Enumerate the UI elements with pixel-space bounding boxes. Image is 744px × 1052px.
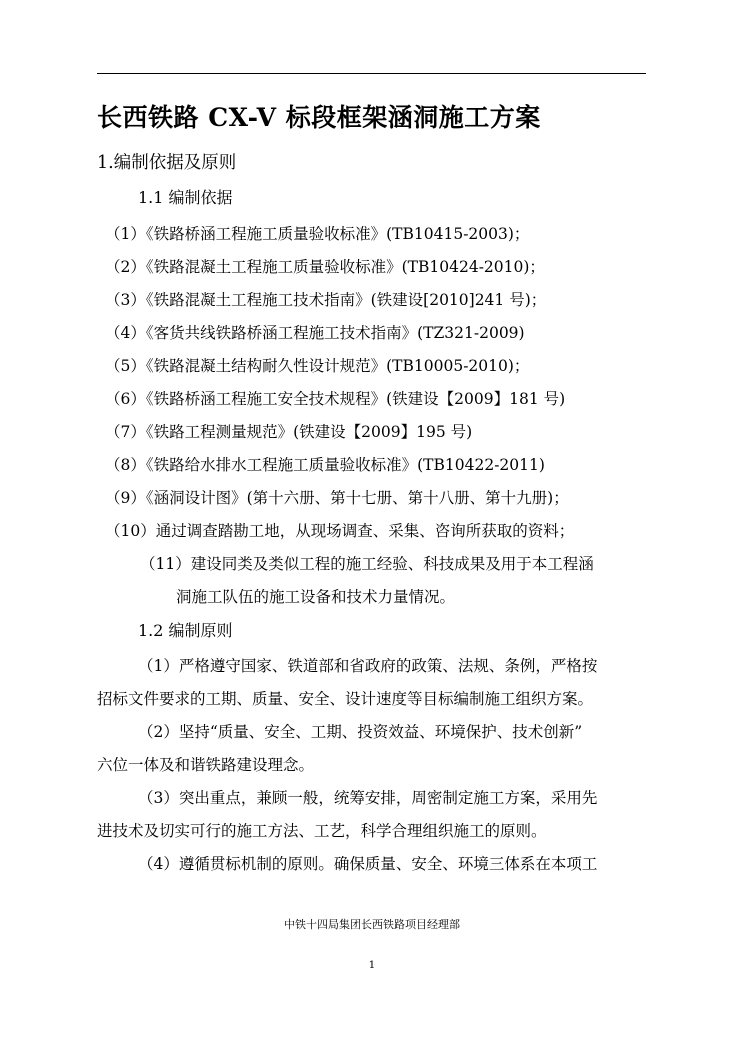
basis-item: （4）《客货共线铁路桥涵工程施工技术指南》(TZ321-2009) xyxy=(105,324,525,342)
page-number: 1 xyxy=(368,959,376,971)
basis-item: （9）《涵洞设计图》(第十六册、第十七册、第十八册、第十九册)； xyxy=(105,489,569,507)
principle-2-line2: 六位一体及和谐铁路建设理念。 xyxy=(97,756,315,774)
basis-item: （3）《铁路混凝土工程施工技术指南》(铁建设[2010]241 号)； xyxy=(105,291,547,309)
principle-4-line1: （4）遵循贯标机制的原则。确保质量、安全、环境三体系在本项工 xyxy=(138,855,598,873)
basis-item: （10）通过调查踏勘工地，从现场调查、采集、咨询所获取的资料； xyxy=(105,522,575,540)
basis-item: （6）《铁路桥涵工程施工安全技术规程》(铁建设【2009】181 号) xyxy=(105,390,566,408)
principle-1-line1: （1）严格遵守国家、铁道部和省政府的政策、法规、条例，严格按 xyxy=(138,657,598,675)
basis-item-11-line1: （11）建设同类及类似工程的施工经验、科技成果及用于本工程涵 xyxy=(140,555,594,573)
subsection-heading-1-2: 1.2 编制原则 xyxy=(138,621,233,640)
section-heading-1: 1.编制依据及原则 xyxy=(97,153,237,173)
principle-3-line2: 进技术及切实可行的施工方法、工艺，科学合理组织施工的原则。 xyxy=(97,822,547,840)
document-title: 长西铁路 CX-V 标段框架涵洞施工方案 xyxy=(97,103,541,132)
header-rule xyxy=(97,73,646,74)
principle-2-line1: （2）坚持“质量、安全、工期、投资效益、环境保护、技术创新” xyxy=(138,723,583,741)
basis-item: （2）《铁路混凝土工程施工质量验收标准》(TB10424-2010)； xyxy=(105,258,545,276)
subsection-heading-1-1: 1.1 编制依据 xyxy=(138,188,233,207)
basis-item-11-line2: 洞施工队伍的施工设备和技术力量情况。 xyxy=(176,588,456,606)
principle-1-line2: 招标文件要求的工期、质量、安全、设计速度等目标编制施工组织方案。 xyxy=(97,690,594,708)
basis-item: （7）《铁路工程测量规范》(铁建设【2009】195 号) xyxy=(105,423,473,441)
basis-item: （1）《铁路桥涵工程施工质量验收标准》(TB10415-2003)； xyxy=(105,225,530,243)
footer-organization: 中铁十四局集团长西铁路项目经理部 xyxy=(284,918,460,931)
principle-3-line1: （3）突出重点，兼顾一般，统筹安排，周密制定施工方案，采用先 xyxy=(138,789,598,807)
basis-item: （5）《铁路混凝土结构耐久性设计规范》(TB10005-2010)； xyxy=(105,357,530,375)
basis-item: （8）《铁路给水排水工程施工质量验收标准》(TB10422-2011) xyxy=(105,456,545,474)
